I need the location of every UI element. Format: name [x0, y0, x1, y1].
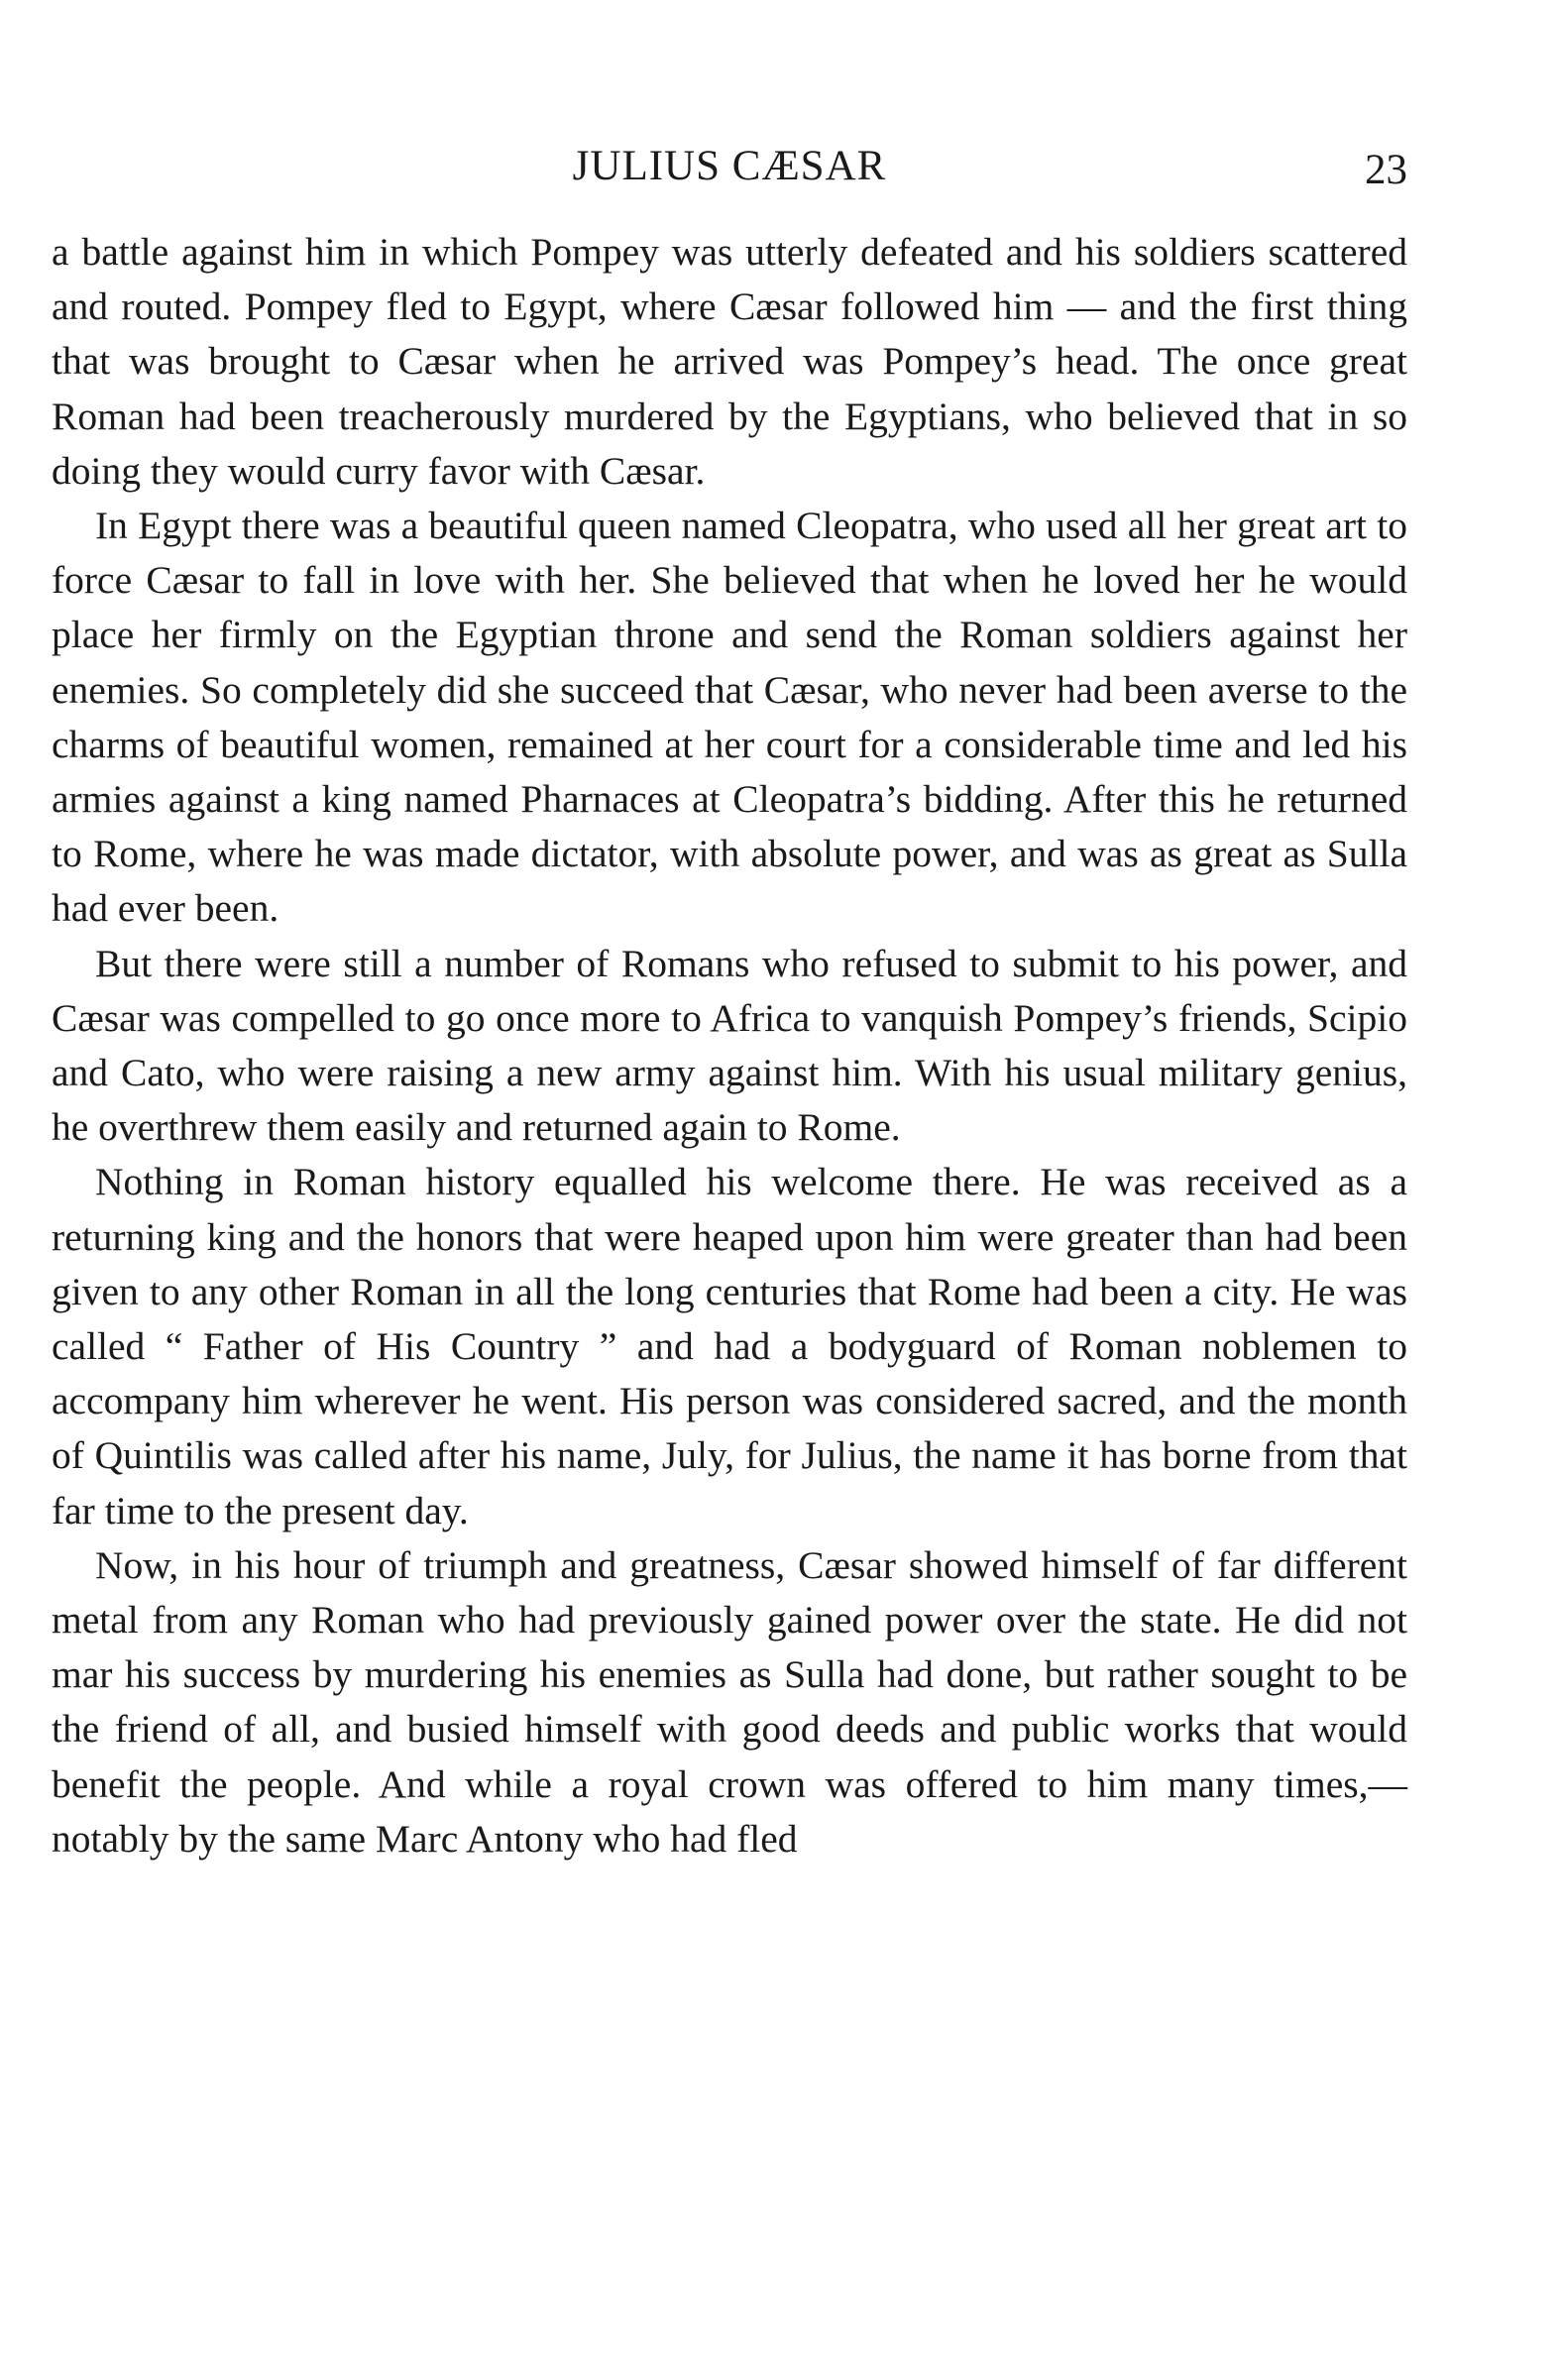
running-title: JULIUS CÆSAR [572, 143, 887, 189]
paragraph-3: But there were still a number of Romans who refused to submit to his power, and Cæsar was compelled to go once more to Africa to vanquish Pompey’s friends, Scipio and Cato, who were raising a new army against him. With his usual military genius, he overthrew them easily and returned again to Rome. [52, 941, 1407, 1150]
paragraph-4: Nothing in Roman history equalled his welcome there. He was received as a returning king and the honors that were heaped upon him were greater than had been given to any other Roman in all the long centuries that Rome had been a city. He was called “ Father of His Country ” and had a bodyguard of Roman noblemen to accompany him wherever he went. His person was considered sacred, and the month of Quintilis was called after his name, July, for Julius, the name it has borne from that far time to the present day. [52, 1160, 1407, 1532]
book-page [52, 0, 1407, 2380]
body-text [52, 225, 1407, 1867]
paragraph-1: a battle against him in which Pompey was utterly defeated and his soldiers scattered and routed. Pompey fled to Egypt, where Cæsar followed him — and the first thing that was brought to Cæsar when he arrived was Pompey’s head. The once great Roman had been treacherously murdered by the Egyptians, who believed that in so doing they would curry favor with Cæsar. [52, 230, 1407, 493]
paragraph-2: In Egypt there was a beautiful queen named Cleopatra, who used all her great art to force Cæsar to fall in love with her. She believed that when he loved her he would place her firmly on the Egyptian throne and send the Roman soldiers against her enemies. So completely did she succeed that Cæsar, who never had been averse to the charms of beautiful women, remained at her court for a considerable time and led his armies against a king named Pharnaces at Cleopatra’s bidding. After this he returned to Rome, where he was made dictator, with absolute power, and was as great as Sulla had ever been. [52, 504, 1407, 931]
page-number: 23 [1365, 147, 1407, 193]
paragraph-5: Now, in his hour of triumph and greatness, Cæsar showed himself of far different metal from any Roman who had previously gained power over the state. He did not mar his success by murdering his enemies as Sulla had done, but rather sought to be the friend of all, and busied himself with good deeds and public works that would benefit the people. And while a royal crown was offered to him many times,— notably by the same Marc Antony who had fled [52, 1542, 1407, 1861]
running-head [52, 137, 1407, 196]
